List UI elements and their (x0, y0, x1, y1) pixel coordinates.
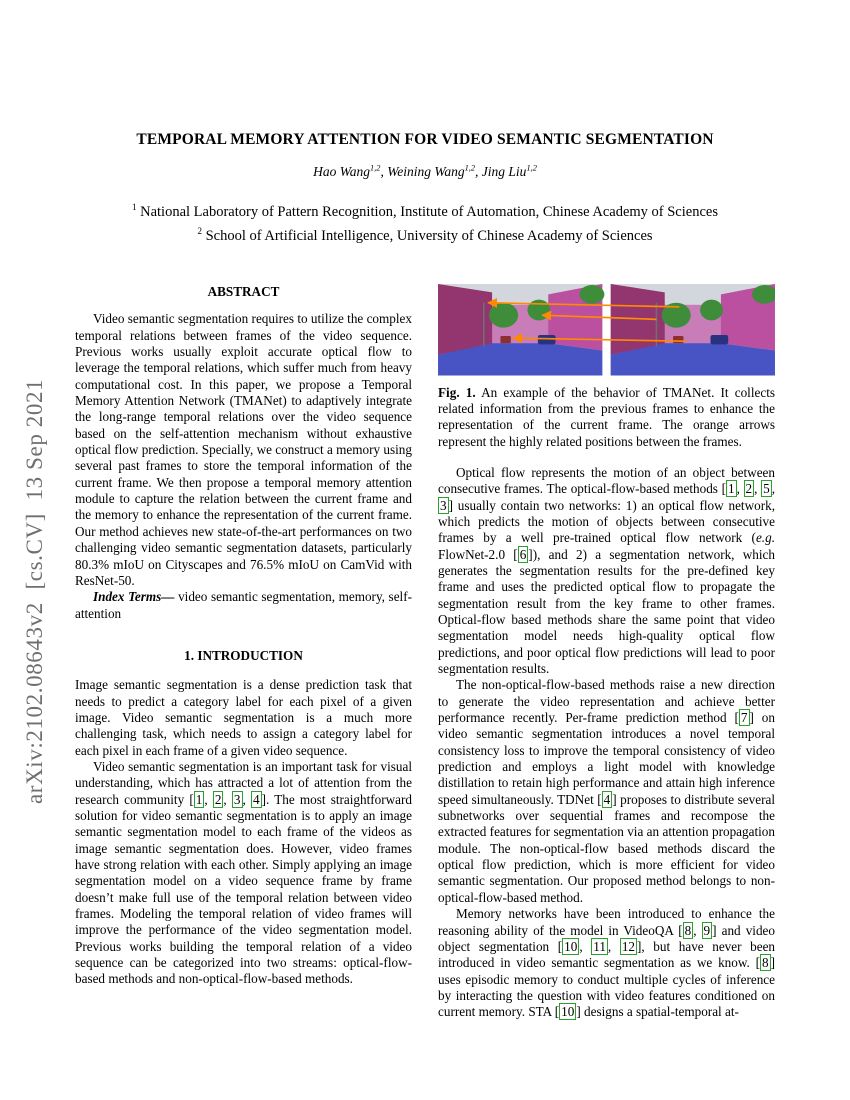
figure-caption-text: An example of the behavior of TMANet. It collects related information from the previous frames to enhance the representation of the current frame. The orange arrows represent the highly related positions between the frames. (438, 384, 775, 449)
citation-link[interactable]: 4 (252, 791, 260, 807)
italic-text: e.g. (755, 530, 775, 546)
author-affiliation-sup: 1,2 (464, 163, 476, 173)
author-name: Hao Wang (313, 164, 370, 179)
affiliation-line-1 (0, 201, 850, 225)
citation-link[interactable]: 10 (564, 938, 578, 954)
citation-link[interactable]: 1 (727, 481, 735, 497)
optical-flow-paragraph: Optical flow represents the motion of an object between consecutive frames. The optical-flow-based methods [ 1 , 2 , 5 , 3 ] usually contain two networks: 1) an optical flow network, which predicts the motion of objects between consecutive frames by a well pre-trained optical flow network (e.g. FlowNet-2.0 [ 6 ]), and 2) a segmentation network, which generates the segmentation results for the pre-defined key frame and uses the predicted optical flow to propagate the segmentation result from the key frame to other frames. Optical-flow based methods share the same point that video segmentation model needs high-quality optical flow predictions, and poor optical flow predictions will lead to poor segmentation results. (438, 464, 775, 677)
arxiv-stamp (22, 379, 48, 804)
citation-link[interactable]: 2 (214, 791, 222, 807)
segmented-frame-previous (438, 284, 604, 376)
citation-link[interactable]: 10 (561, 1004, 575, 1020)
figure-caption-label: Fig. 1. (438, 384, 476, 400)
affiliations (0, 201, 850, 248)
index-terms-label: Index Terms— (93, 589, 175, 605)
citation-link[interactable]: 3 (233, 791, 241, 807)
segmented-frame-current (611, 284, 775, 376)
citation-link[interactable]: 6 (519, 546, 527, 562)
author (482, 164, 537, 179)
citation-link[interactable]: 2 (745, 481, 753, 497)
section-heading-introduction: 1. INTRODUCTION (184, 647, 303, 663)
right-column (438, 284, 775, 1021)
author-affiliation-sup: 1,2 (370, 163, 381, 173)
left-column (75, 284, 412, 1021)
paper-header (0, 0, 850, 248)
two-column-body (0, 284, 850, 1021)
citation-link[interactable]: 11 (593, 938, 606, 954)
affiliation-sup: 1 (132, 202, 137, 213)
citation-link[interactable]: 7 (740, 710, 748, 726)
citation-link[interactable]: 5 (763, 481, 770, 497)
affiliation-text: School of Artificial Intelligence, University of Chinese Academy of Sciences (201, 227, 653, 244)
author (387, 164, 482, 179)
citation-link[interactable]: 12 (621, 938, 636, 954)
affiliation-sup: 2 (197, 225, 202, 236)
author-separator: , (380, 164, 388, 179)
author-name: Jing Liu (481, 164, 527, 179)
author-line (0, 164, 850, 180)
intro-paragraph-1: Image semantic segmentation is a dense prediction task that needs to predict a category label for each pixel of a given image. Video semantic segmentation is a much more challenging task, which needs to assign a category label for each pixel in each frame of a given video sequence. (75, 677, 412, 758)
author-separator: , (475, 164, 482, 179)
author-name: Weining Wang (387, 164, 465, 179)
figure-1 (438, 284, 775, 450)
citation-link[interactable]: 9 (703, 922, 711, 938)
citation-link[interactable]: 8 (762, 955, 769, 971)
figure-1-caption (438, 385, 775, 450)
author-affiliation-sup: 1,2 (526, 163, 537, 173)
paper-title: TEMPORAL MEMORY ATTENTION FOR VIDEO SEMANTIC SEGMENTATION (136, 131, 714, 148)
affiliation-text: National Laboratory of Pattern Recognition, Institute of Automation, Chinese Academy of Sciences (136, 204, 718, 220)
figure-1-image (438, 284, 775, 376)
memory-networks-paragraph: Memory networks have been introduced to enhance the reasoning ability of the model in VideoQA [ 8 , 9 ] and video object segmentation [ 10 , 11 , 12 ], but have never been introduced in video semantic segmentation as we know. [ 8 ] uses episodic memory to conduct multiple cycles of inference by interacting the question with video features conditioned on current memory. STA [ 10 ] designs a spatial-temporal at- (438, 906, 776, 1020)
arxiv-stamp-text: arXiv:2102.08643v2 [cs.CV] 13 Sep 2021 (22, 378, 47, 804)
affiliation-line-2 (0, 225, 850, 249)
citation-link[interactable]: 8 (684, 922, 692, 938)
index-terms-text: video semantic segmentation, memory, self-attention (75, 589, 412, 621)
citation-link[interactable]: 1 (195, 791, 203, 807)
intro-paragraph-2: Video semantic segmentation is an important task for visual understanding, which has attracted a lot of attention from the research community [ 1 , 2 , 3 , 4 ]. The most straightforward solution for video semantic segmentation is to apply an image semantic segmentation model to each frame of the videos as image semantic segmentation does. However, video frames have strong relation with each other. Simply applying an image segmentation model on a video sequence frame by frame doesn’t make full use of the temporal relation between video frames. Modeling the temporal relation of video frames will improve the performance of the video segmentation model. Previous works building the temporal relation of a video sequence can be categorized into two streams: optical-flow-based methods and non-optical-flow-based methods. (75, 758, 413, 987)
citation-link[interactable]: 3 (440, 497, 447, 513)
abstract-text: Video semantic segmentation requires to utilize the complex temporal relations between frames of the video sequence. Previous works usually exploit accurate optical flow to leverage the temporal relations, which suffer much from heavy computational cost. In this paper, we propose a Temporal Memory Attention Network (TMANet) to adaptively integrate the long-range temporal relations over the video sequence based on the self-attention mechanism without exhaustive optical flow prediction. Specially, we construct a memory using several past frames to store the temporal information of the current frame. We then propose a temporal memory attention module to capture the relation between the current frame and the memory to enhance the representation of the current frame. Our method achieves new state-of-the-art performances on two challenging video semantic segmentation datasets, particularly 80.3% mIoU on Cityscapes and 76.5% mIoU on CamVid with ResNet-50. (75, 311, 412, 588)
abstract-heading: ABSTRACT (207, 284, 280, 299)
author (313, 164, 387, 179)
index-terms (75, 589, 412, 622)
citation-link[interactable]: 4 (603, 791, 611, 807)
non-optical-flow-paragraph: The non-optical-flow-based methods raise a new direction to generate the video representation and achieve better performance recently. Per-frame prediction method [ 7 ] on video semantic segmentation introduces a novel temporal consistency loss to improve the temporal consistency of video prediction and employs a light model with knowledge distillation to retain high performance and attain high inference speed simultaneously. TDNet [ 4 ] proposes to distribute several subnetworks over sequential frames and recompose the extracted features for segmentation via an attention propagation module. The non-optical-flow based methods discard the optical flow prediction, which is more efficient for video semantic segmentation. Our proposed method belongs to non-optical-flow-based method. (438, 677, 775, 905)
